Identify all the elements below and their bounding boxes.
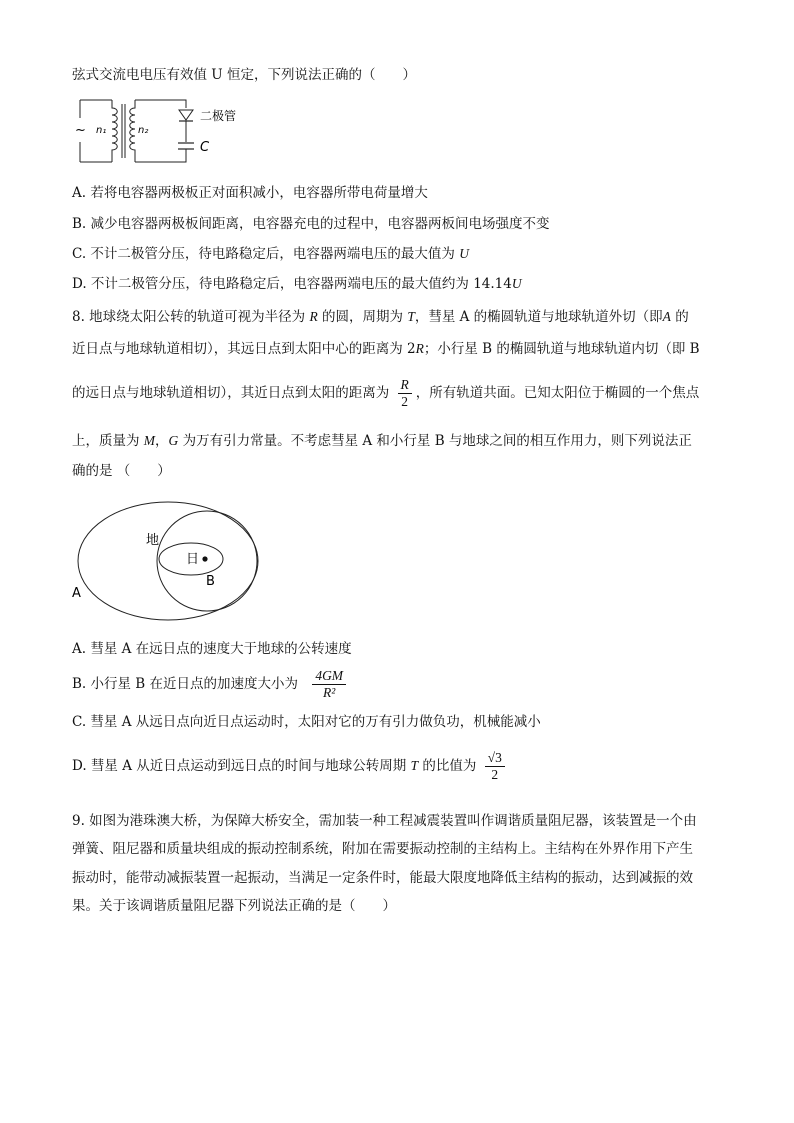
capacitor-label: C: [200, 140, 210, 155]
q8-text: 上，质量为: [72, 433, 144, 449]
comet-a-label: A: [72, 586, 81, 601]
secondary-coil: [130, 100, 135, 162]
q8-stem-line-4: [72, 432, 692, 450]
q8-text: 8. 地球绕太阳公转的轨道可视为半径为: [72, 309, 310, 325]
earth-orbit: [157, 511, 257, 611]
n1-label: n₁: [96, 125, 107, 136]
q9-stem-line-4: 果。关于该调谐质量阻尼器下列说法正确的是（ ）: [72, 898, 396, 914]
fraction-denominator: 2: [491, 767, 499, 782]
q9-stem-line-3: 振动时，能带动减振装置一起振动，当满足一定条件时，能最大限度地降低主结构的振动，达到减振的效: [72, 870, 693, 886]
q8-text: ，: [155, 433, 169, 449]
q8-option-d: [72, 750, 509, 783]
q8-text: 为万有引力常量。不考虑彗星 A 和小行星 B 与地球之间的相互作用力，则下列说法正: [178, 433, 692, 449]
q8-var-R: R: [415, 341, 424, 356]
q8-stem-line-5: 确的是 （ ）: [72, 463, 171, 479]
fraction-sqrt3-over-2: [485, 750, 505, 783]
q7-option-b: B. 减少电容器两极板间距离，电容器充电的过程中，电容器两板间电场强度不变: [72, 216, 550, 232]
q8-text: ，所有轨道共面。已知太阳位于椭圆的一个焦点: [415, 385, 700, 401]
fraction-4GM-over-R2: [312, 668, 346, 701]
q7-option-d: [72, 275, 522, 293]
ac-source-symbol: ~: [75, 123, 86, 138]
q8-text: ；小行星 B 的椭圆轨道与地球轨道内切（即 B: [423, 341, 700, 357]
q9-stem-line-2: 弹簧、阻尼器和质量块组成的振动控制系统，附加在需要振动控制的主结构上。主结构在外界作用下产生: [72, 841, 693, 857]
fraction-denominator: 2: [401, 394, 409, 409]
q7-option-a: A. 若将电容器两极板正对面积减小，电容器所带电荷量增大: [72, 185, 428, 201]
q8-stem-line-2: [72, 340, 700, 358]
sun-dot: [202, 556, 207, 561]
q8-var-T: T: [410, 758, 419, 773]
diode-icon: [179, 110, 193, 120]
fraction-denominator: R²: [323, 685, 336, 700]
q7-option-c: [72, 245, 469, 263]
q7-option-d-var: U: [511, 276, 522, 291]
q8-option-b: [72, 668, 350, 701]
q8-option-d-text: D. 彗星 A 从近日点运动到远日点的时间与地球公转周期: [72, 758, 411, 774]
q7-option-c-var: U: [459, 246, 469, 261]
orbit-diagram: [72, 500, 292, 630]
q9-stem-line-1: 9. 如图为港珠澳大桥，为保障大桥安全，需加装一种工程减震装置叫作调谐质量阻尼器，该装置是一个由: [72, 813, 697, 829]
transformer-circuit-figure: [72, 92, 262, 168]
q8-var-G: G: [168, 433, 179, 448]
q8-var-T: T: [407, 309, 415, 324]
q7-stem: 弦式交流电电压有效值 U 恒定，下列说法正确的（ ）: [72, 67, 416, 83]
n2-label: n₂: [138, 125, 149, 136]
q8-option-b-text: B. 小行星 B 在近日点的加速度大小为: [72, 676, 303, 692]
fraction-numerator: R: [398, 377, 412, 394]
q8-stem-line-1: [72, 308, 689, 326]
q8-text: 的圆，周期为: [317, 309, 408, 325]
fraction-numerator: 4GM: [312, 668, 346, 685]
fraction-R-over-2: [398, 377, 412, 410]
diode-label: 二极管: [200, 109, 237, 123]
q8-option-a: A. 彗星 A 在远日点的速度大于地球的公转速度: [72, 641, 352, 657]
fraction-numerator: √3: [485, 750, 505, 767]
q8-text: 的: [670, 309, 689, 325]
primary-coil: [112, 100, 117, 162]
q8-text: ，彗星 A 的椭圆轨道与地球轨道外切（即: [414, 309, 663, 325]
comet-a-orbit: [78, 502, 258, 620]
q8-option-c: C. 彗星 A 从远日点向近日点运动时，太阳对它的万有引力做负功，机械能减小: [72, 714, 541, 730]
q7-option-c-text: C. 不计二极管分压，待电路稳定后，电容器两端电压的最大值为: [72, 246, 460, 262]
q8-stem-line-3: [72, 377, 699, 410]
q8-option-d-text2: 的比值为: [418, 758, 481, 774]
q8-var-M: M: [143, 433, 156, 448]
asteroid-b-label: B: [206, 574, 215, 589]
sun-label: 日: [186, 552, 200, 567]
q8-text: 的远日点与地球轨道相切），其近日点到太阳的距离为: [72, 385, 394, 401]
q8-var-R: R: [309, 309, 318, 324]
q8-var-A: A: [662, 309, 671, 324]
earth-label: 地: [146, 533, 160, 548]
q8-text: 近日点与地球轨道相切），其远日点到太阳中心的距离为 2: [72, 341, 416, 357]
q7-option-d-text: D. 不计二极管分压，待电路稳定后，电容器两端电压的最大值约为 14.14: [72, 276, 512, 292]
